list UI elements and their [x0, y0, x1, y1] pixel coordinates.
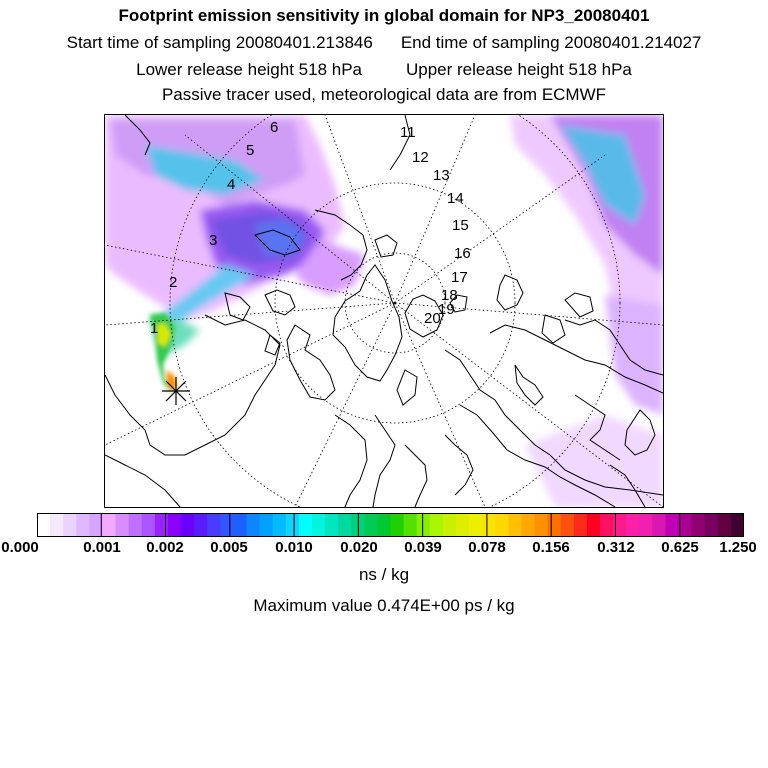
colorbar-swatch	[508, 513, 522, 537]
release-location-star	[162, 377, 190, 405]
colorbar-swatch	[404, 513, 418, 537]
colorbar-swatch	[482, 513, 496, 537]
colorbar-tick-label: 0.005	[210, 539, 248, 556]
trajectory-label-14: 14	[447, 190, 464, 207]
trajectory-label-20: 20	[424, 310, 441, 327]
colorbar-swatch	[456, 513, 470, 537]
colorbar-swatch	[443, 513, 457, 537]
trajectory-label-3: 3	[209, 232, 218, 249]
colorbar-tick-label: 0.001	[83, 539, 121, 556]
colorbar	[37, 513, 744, 537]
max-value-text: Maximum value 0.474E+00 ps / kg	[253, 596, 515, 615]
colorbar-swatch	[548, 513, 562, 537]
colorbar-swatch	[731, 513, 744, 537]
colorbar-swatch	[338, 513, 352, 537]
footprint-map	[104, 114, 664, 508]
colorbar-swatch	[377, 513, 391, 537]
colorbar-tick-label: 0.039	[404, 539, 442, 556]
colorbar-swatch	[325, 513, 339, 537]
trajectory-label-6: 6	[270, 119, 279, 136]
colorbar-swatch	[652, 513, 666, 537]
trajectory-label-4: 4	[227, 176, 236, 193]
start-time-text: Start time of sampling 20080401.213846	[66, 33, 373, 52]
colorbar-swatch	[521, 513, 535, 537]
trajectory-label-13: 13	[433, 167, 450, 184]
colorbar-tick-label: 0.312	[597, 539, 635, 556]
colorbar-swatch	[207, 513, 221, 537]
colorbar-swatch	[587, 513, 601, 537]
colorbar-swatch	[37, 513, 51, 537]
colorbar-swatch	[495, 513, 509, 537]
trajectory-label-17: 17	[451, 269, 468, 286]
colorbar-swatch	[639, 513, 653, 537]
colorbar-swatch	[535, 513, 549, 537]
trajectory-label-2: 2	[169, 274, 178, 291]
trajectory-label-12: 12	[412, 149, 429, 166]
colorbar-swatch	[469, 513, 483, 537]
colorbar-tick-label: 0.020	[340, 539, 378, 556]
colorbar-swatch	[260, 513, 274, 537]
colorbar-swatch	[430, 513, 444, 537]
colorbar-swatch	[168, 513, 182, 537]
colorbar-tick-label: 0.156	[532, 539, 570, 556]
colorbar-swatch	[600, 513, 614, 537]
release-heights	[0, 60, 768, 80]
colorbar-swatch	[142, 513, 156, 537]
colorbar-swatch	[665, 513, 679, 537]
colorbar-swatch	[181, 513, 195, 537]
colorbar-swatch	[76, 513, 90, 537]
colorbar-tick-label: 0.002	[146, 539, 184, 556]
colorbar-swatch	[692, 513, 706, 537]
colorbar-tick-label: 0.078	[468, 539, 506, 556]
colorbar-swatch	[273, 513, 287, 537]
trajectory-label-16: 16	[454, 245, 471, 262]
colorbar-swatch	[286, 513, 300, 537]
colorbar-swatch	[194, 513, 208, 537]
colorbar-swatch	[679, 513, 693, 537]
trajectory-label-15: 15	[452, 217, 469, 234]
colorbar-swatch	[718, 513, 732, 537]
sensitivity-field	[105, 115, 663, 507]
colorbar-swatch	[220, 513, 234, 537]
colorbar-tick-label: 0.000	[1, 539, 39, 556]
colorbar-swatch	[233, 513, 247, 537]
colorbar-tick-label: 0.010	[275, 539, 313, 556]
upper-height-text: Upper release height 518 hPa	[406, 60, 632, 79]
colorbar-tick-label: 1.250	[719, 539, 757, 556]
colorbar-swatch	[102, 513, 116, 537]
colorbar-swatch	[246, 513, 260, 537]
colorbar-swatch	[391, 513, 405, 537]
colorbar-swatch	[299, 513, 313, 537]
sampling-times	[0, 33, 768, 53]
plot-title: Footprint emission sensitivity in global domain for NP3_20080401	[118, 6, 650, 25]
colorbar-swatch	[705, 513, 719, 537]
end-time-text: End time of sampling 20080401.214027	[400, 33, 702, 52]
tracer-info-text: Passive tracer used, meteorological data are from ECMWF	[161, 85, 607, 104]
trajectory-label-11: 11	[400, 124, 416, 141]
units-label: ns / kg	[358, 565, 410, 584]
colorbar-swatch	[574, 513, 588, 537]
colorbar-swatch	[129, 513, 143, 537]
colorbar-swatch	[155, 513, 169, 537]
trajectory-label-1: 1	[150, 320, 159, 337]
colorbar-swatch	[364, 513, 378, 537]
colorbar-swatch	[561, 513, 575, 537]
colorbar-swatch	[116, 513, 130, 537]
colorbar-tick-label: 0.625	[661, 539, 699, 556]
trajectory-label-19: 19	[438, 301, 455, 318]
trajectory-label-5: 5	[246, 142, 255, 159]
colorbar-swatch	[312, 513, 326, 537]
colorbar-swatch	[626, 513, 640, 537]
colorbar-swatch	[417, 513, 431, 537]
trajectory-label-18: 18	[441, 287, 458, 304]
colorbar-swatch	[50, 513, 64, 537]
colorbar-swatch	[63, 513, 77, 537]
lower-height-text: Lower release height 518 hPa	[136, 60, 362, 79]
